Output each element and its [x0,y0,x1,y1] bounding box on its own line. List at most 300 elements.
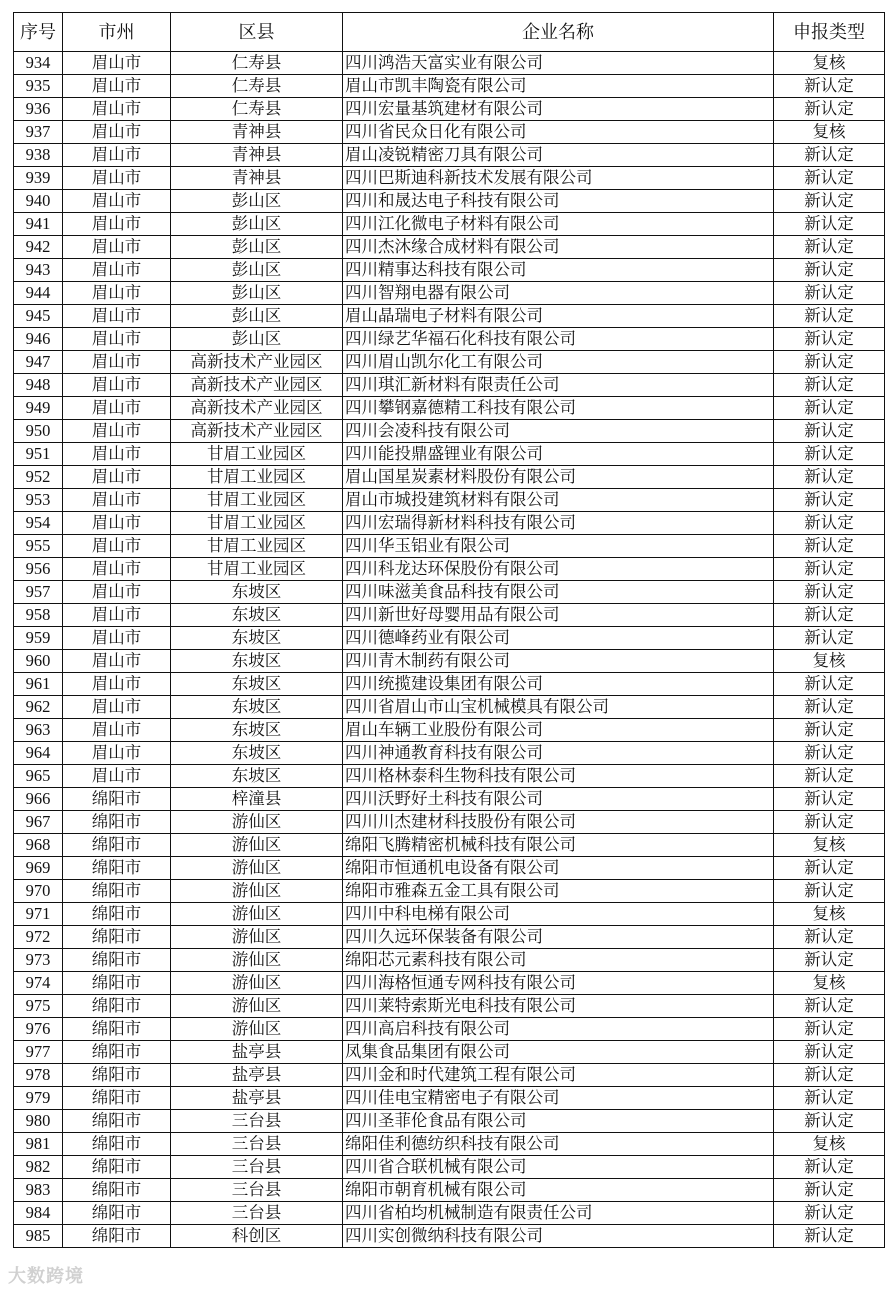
table-row [14,190,885,213]
table-row [14,397,885,420]
cell-company: 四川沃野好土科技有限公司 [343,788,774,811]
cell-type: 新认定 [774,167,885,190]
cell-type: 新认定 [774,236,885,259]
cell-company: 绵阳芯元素科技有限公司 [343,949,774,972]
cell-type: 新认定 [774,1018,885,1041]
cell-district: 高新技术产业园区 [171,351,343,374]
cell-district: 甘眉工业园区 [171,558,343,581]
cell-company: 四川佳电宝精密电子有限公司 [343,1087,774,1110]
cell-district: 甘眉工业园区 [171,535,343,558]
cell-index: 949 [14,397,63,420]
cell-district: 东坡区 [171,581,343,604]
cell-company: 四川宏量基筑建材有限公司 [343,98,774,121]
table-row [14,489,885,512]
cell-index: 963 [14,719,63,742]
cell-district: 甘眉工业园区 [171,466,343,489]
cell-district: 游仙区 [171,1018,343,1041]
cell-city: 眉山市 [63,742,171,765]
cell-type: 新认定 [774,604,885,627]
table-body [14,52,885,1248]
cell-index: 966 [14,788,63,811]
cell-company: 四川省眉山市山宝机械模具有限公司 [343,696,774,719]
cell-company: 四川巴斯迪科新技术发展有限公司 [343,167,774,190]
cell-company: 四川实创微纳科技有限公司 [343,1225,774,1248]
cell-type: 新认定 [774,1064,885,1087]
cell-index: 937 [14,121,63,144]
cell-city: 绵阳市 [63,880,171,903]
table-row [14,144,885,167]
cell-index: 934 [14,52,63,75]
cell-city: 眉山市 [63,673,171,696]
cell-district: 仁寿县 [171,75,343,98]
header-district: 区县 [171,13,343,52]
cell-district: 甘眉工业园区 [171,512,343,535]
cell-type: 新认定 [774,1225,885,1248]
cell-company: 四川和晟达电子科技有限公司 [343,190,774,213]
table-row [14,443,885,466]
cell-company: 绵阳飞腾精密机械科技有限公司 [343,834,774,857]
cell-city: 眉山市 [63,627,171,650]
cell-district: 游仙区 [171,857,343,880]
cell-type: 新认定 [774,512,885,535]
cell-type: 复核 [774,903,885,926]
cell-company: 绵阳市恒通机电设备有限公司 [343,857,774,880]
table-row [14,995,885,1018]
cell-city: 眉山市 [63,443,171,466]
cell-district: 青神县 [171,167,343,190]
cell-index: 956 [14,558,63,581]
cell-type: 新认定 [774,673,885,696]
cell-company: 眉山市凯丰陶瓷有限公司 [343,75,774,98]
cell-index: 944 [14,282,63,305]
cell-company: 眉山凌锐精密刀具有限公司 [343,144,774,167]
cell-index: 976 [14,1018,63,1041]
cell-index: 935 [14,75,63,98]
cell-index: 984 [14,1202,63,1225]
cell-city: 绵阳市 [63,1018,171,1041]
cell-district: 三台县 [171,1156,343,1179]
cell-index: 951 [14,443,63,466]
cell-district: 梓潼县 [171,788,343,811]
cell-city: 绵阳市 [63,1202,171,1225]
cell-city: 眉山市 [63,420,171,443]
table-row [14,1018,885,1041]
cell-district: 甘眉工业园区 [171,489,343,512]
cell-type: 新认定 [774,926,885,949]
cell-type: 新认定 [774,719,885,742]
cell-type: 新认定 [774,374,885,397]
table-row [14,949,885,972]
cell-district: 游仙区 [171,972,343,995]
cell-index: 968 [14,834,63,857]
table-row [14,1179,885,1202]
cell-type: 新认定 [774,880,885,903]
cell-index: 955 [14,535,63,558]
cell-index: 977 [14,1041,63,1064]
cell-index: 942 [14,236,63,259]
cell-type: 新认定 [774,98,885,121]
cell-index: 952 [14,466,63,489]
cell-city: 绵阳市 [63,1133,171,1156]
table-row [14,167,885,190]
cell-district: 甘眉工业园区 [171,443,343,466]
cell-district: 东坡区 [171,742,343,765]
cell-district: 仁寿县 [171,98,343,121]
cell-type: 新认定 [774,765,885,788]
table-row [14,696,885,719]
cell-type: 新认定 [774,535,885,558]
cell-city: 绵阳市 [63,926,171,949]
cell-type: 新认定 [774,1179,885,1202]
cell-type: 新认定 [774,995,885,1018]
cell-type: 新认定 [774,259,885,282]
cell-index: 938 [14,144,63,167]
cell-company: 四川绿艺华福石化科技有限公司 [343,328,774,351]
cell-type: 复核 [774,972,885,995]
cell-type: 复核 [774,52,885,75]
cell-company: 绵阳市朝育机械有限公司 [343,1179,774,1202]
cell-index: 939 [14,167,63,190]
cell-company: 四川青木制药有限公司 [343,650,774,673]
cell-index: 979 [14,1087,63,1110]
cell-company: 四川精事达科技有限公司 [343,259,774,282]
cell-type: 新认定 [774,949,885,972]
cell-district: 青神县 [171,121,343,144]
cell-company: 四川智翔电器有限公司 [343,282,774,305]
header-company: 企业名称 [343,13,774,52]
table-row [14,719,885,742]
cell-city: 绵阳市 [63,1110,171,1133]
cell-type: 新认定 [774,558,885,581]
cell-company: 四川统揽建设集团有限公司 [343,673,774,696]
table-row [14,742,885,765]
cell-index: 973 [14,949,63,972]
table-row [14,52,885,75]
table-row [14,834,885,857]
cell-city: 眉山市 [63,558,171,581]
table-row [14,535,885,558]
cell-city: 眉山市 [63,144,171,167]
cell-type: 新认定 [774,857,885,880]
cell-index: 969 [14,857,63,880]
cell-company: 四川川杰建材科技股份有限公司 [343,811,774,834]
cell-city: 眉山市 [63,719,171,742]
table-row [14,788,885,811]
cell-company: 绵阳市雅森五金工具有限公司 [343,880,774,903]
cell-city: 眉山市 [63,351,171,374]
cell-city: 眉山市 [63,52,171,75]
cell-index: 980 [14,1110,63,1133]
cell-city: 绵阳市 [63,788,171,811]
cell-city: 眉山市 [63,535,171,558]
cell-city: 绵阳市 [63,1087,171,1110]
cell-type: 新认定 [774,1041,885,1064]
cell-index: 975 [14,995,63,1018]
cell-district: 高新技术产业园区 [171,374,343,397]
cell-company: 四川会凌科技有限公司 [343,420,774,443]
table-row [14,811,885,834]
cell-company: 四川格林泰科生物科技有限公司 [343,765,774,788]
table-row [14,305,885,328]
cell-company: 四川高启科技有限公司 [343,1018,774,1041]
cell-district: 三台县 [171,1133,343,1156]
cell-company: 四川省柏均机械制造有限责任公司 [343,1202,774,1225]
cell-type: 新认定 [774,75,885,98]
cell-company: 四川鸿浩天富实业有限公司 [343,52,774,75]
cell-type: 新认定 [774,1202,885,1225]
cell-type: 新认定 [774,190,885,213]
cell-district: 彭山区 [171,213,343,236]
cell-district: 游仙区 [171,903,343,926]
table-row [14,75,885,98]
cell-company: 四川攀钢嘉德精工科技有限公司 [343,397,774,420]
cell-index: 965 [14,765,63,788]
cell-company: 四川味滋美食品科技有限公司 [343,581,774,604]
cell-index: 964 [14,742,63,765]
watermark: 大数跨境 [8,1266,84,1286]
cell-company: 四川杰沐缘合成材料有限公司 [343,236,774,259]
table-row [14,512,885,535]
table-row [14,1225,885,1248]
cell-index: 941 [14,213,63,236]
cell-district: 彭山区 [171,305,343,328]
cell-district: 彭山区 [171,259,343,282]
cell-city: 绵阳市 [63,995,171,1018]
cell-district: 彭山区 [171,282,343,305]
cell-city: 眉山市 [63,374,171,397]
cell-district: 东坡区 [171,673,343,696]
cell-district: 东坡区 [171,765,343,788]
table-row [14,1041,885,1064]
cell-company: 四川科龙达环保股份有限公司 [343,558,774,581]
cell-city: 眉山市 [63,489,171,512]
cell-type: 新认定 [774,1156,885,1179]
cell-index: 974 [14,972,63,995]
cell-district: 东坡区 [171,719,343,742]
cell-index: 945 [14,305,63,328]
cell-index: 970 [14,880,63,903]
table-row [14,650,885,673]
cell-city: 绵阳市 [63,834,171,857]
cell-city: 眉山市 [63,236,171,259]
cell-type: 新认定 [774,788,885,811]
cell-city: 眉山市 [63,696,171,719]
table-row [14,259,885,282]
cell-city: 绵阳市 [63,1041,171,1064]
cell-index: 958 [14,604,63,627]
cell-city: 眉山市 [63,98,171,121]
cell-district: 东坡区 [171,627,343,650]
cell-city: 眉山市 [63,75,171,98]
cell-type: 新认定 [774,742,885,765]
cell-type: 新认定 [774,1110,885,1133]
cell-district: 游仙区 [171,880,343,903]
cell-index: 947 [14,351,63,374]
cell-company: 四川莱特索斯光电科技有限公司 [343,995,774,1018]
cell-company: 四川华玉铝业有限公司 [343,535,774,558]
table-row [14,604,885,627]
cell-company: 四川金和时代建筑工程有限公司 [343,1064,774,1087]
cell-city: 眉山市 [63,213,171,236]
table-row [14,972,885,995]
cell-company: 凤集食品集团有限公司 [343,1041,774,1064]
cell-index: 961 [14,673,63,696]
cell-type: 复核 [774,650,885,673]
cell-city: 眉山市 [63,328,171,351]
cell-district: 青神县 [171,144,343,167]
cell-type: 新认定 [774,466,885,489]
table-row [14,581,885,604]
cell-index: 957 [14,581,63,604]
cell-index: 946 [14,328,63,351]
cell-city: 绵阳市 [63,1064,171,1087]
table-row [14,857,885,880]
cell-type: 新认定 [774,144,885,167]
cell-company: 四川省民众日化有限公司 [343,121,774,144]
cell-district: 彭山区 [171,328,343,351]
cell-city: 眉山市 [63,259,171,282]
table-row [14,213,885,236]
cell-company: 四川琪汇新材料有限责任公司 [343,374,774,397]
cell-company: 眉山晶瑞电子材料有限公司 [343,305,774,328]
cell-index: 954 [14,512,63,535]
header-index: 序号 [14,13,63,52]
cell-company: 四川久远环保装备有限公司 [343,926,774,949]
cell-district: 三台县 [171,1202,343,1225]
cell-company: 四川宏瑞得新材料科技有限公司 [343,512,774,535]
cell-company: 四川能投鼎盛锂业有限公司 [343,443,774,466]
table-row [14,374,885,397]
table-row [14,627,885,650]
cell-district: 游仙区 [171,949,343,972]
cell-city: 眉山市 [63,397,171,420]
table-row [14,903,885,926]
table-row [14,1133,885,1156]
cell-city: 眉山市 [63,167,171,190]
cell-company: 四川江化微电子材料有限公司 [343,213,774,236]
cell-type: 复核 [774,834,885,857]
cell-company: 眉山国星炭素材料股份有限公司 [343,466,774,489]
cell-city: 绵阳市 [63,949,171,972]
cell-index: 959 [14,627,63,650]
cell-district: 盐亭县 [171,1041,343,1064]
cell-type: 新认定 [774,443,885,466]
cell-index: 953 [14,489,63,512]
cell-type: 新认定 [774,351,885,374]
cell-index: 960 [14,650,63,673]
cell-district: 东坡区 [171,604,343,627]
cell-index: 985 [14,1225,63,1248]
cell-city: 绵阳市 [63,857,171,880]
cell-type: 新认定 [774,397,885,420]
cell-city: 绵阳市 [63,1156,171,1179]
cell-type: 新认定 [774,581,885,604]
table-row [14,420,885,443]
cell-district: 游仙区 [171,811,343,834]
table-row [14,673,885,696]
cell-index: 971 [14,903,63,926]
cell-city: 绵阳市 [63,1225,171,1248]
cell-city: 眉山市 [63,512,171,535]
cell-index: 950 [14,420,63,443]
cell-district: 盐亭县 [171,1064,343,1087]
cell-type: 新认定 [774,627,885,650]
cell-city: 眉山市 [63,581,171,604]
cell-type: 新认定 [774,213,885,236]
cell-city: 绵阳市 [63,811,171,834]
cell-company: 绵阳佳利德纺织科技有限公司 [343,1133,774,1156]
cell-district: 游仙区 [171,995,343,1018]
cell-index: 978 [14,1064,63,1087]
table-row [14,1110,885,1133]
cell-type: 新认定 [774,282,885,305]
cell-index: 981 [14,1133,63,1156]
table-row [14,328,885,351]
cell-district: 彭山区 [171,190,343,213]
cell-index: 983 [14,1179,63,1202]
cell-index: 936 [14,98,63,121]
table-row [14,1087,885,1110]
cell-company: 四川海格恒通专网科技有限公司 [343,972,774,995]
table-row [14,926,885,949]
cell-city: 眉山市 [63,650,171,673]
cell-type: 新认定 [774,1087,885,1110]
cell-city: 眉山市 [63,282,171,305]
cell-type: 新认定 [774,305,885,328]
cell-type: 复核 [774,121,885,144]
cell-city: 绵阳市 [63,1179,171,1202]
cell-district: 科创区 [171,1225,343,1248]
cell-type: 新认定 [774,420,885,443]
cell-district: 三台县 [171,1179,343,1202]
cell-type: 新认定 [774,328,885,351]
table-row [14,466,885,489]
cell-index: 940 [14,190,63,213]
table-row [14,765,885,788]
cell-district: 仁寿县 [171,52,343,75]
table-header-row [14,13,885,52]
cell-city: 眉山市 [63,305,171,328]
cell-district: 东坡区 [171,696,343,719]
cell-company: 四川新世好母婴用品有限公司 [343,604,774,627]
cell-district: 三台县 [171,1110,343,1133]
cell-company: 四川德峰药业有限公司 [343,627,774,650]
cell-index: 948 [14,374,63,397]
table-row [14,98,885,121]
table-row [14,880,885,903]
cell-company: 眉山市城投建筑材料有限公司 [343,489,774,512]
cell-district: 高新技术产业园区 [171,420,343,443]
cell-index: 943 [14,259,63,282]
cell-type: 复核 [774,1133,885,1156]
cell-city: 绵阳市 [63,903,171,926]
cell-city: 眉山市 [63,765,171,788]
cell-company: 四川省合联机械有限公司 [343,1156,774,1179]
header-type: 申报类型 [774,13,885,52]
cell-city: 眉山市 [63,121,171,144]
cell-index: 962 [14,696,63,719]
cell-index: 972 [14,926,63,949]
table-row [14,121,885,144]
cell-district: 高新技术产业园区 [171,397,343,420]
cell-district: 彭山区 [171,236,343,259]
cell-district: 盐亭县 [171,1087,343,1110]
cell-company: 四川中科电梯有限公司 [343,903,774,926]
cell-company: 眉山车辆工业股份有限公司 [343,719,774,742]
table-row [14,282,885,305]
cell-city: 眉山市 [63,190,171,213]
table-row [14,1156,885,1179]
